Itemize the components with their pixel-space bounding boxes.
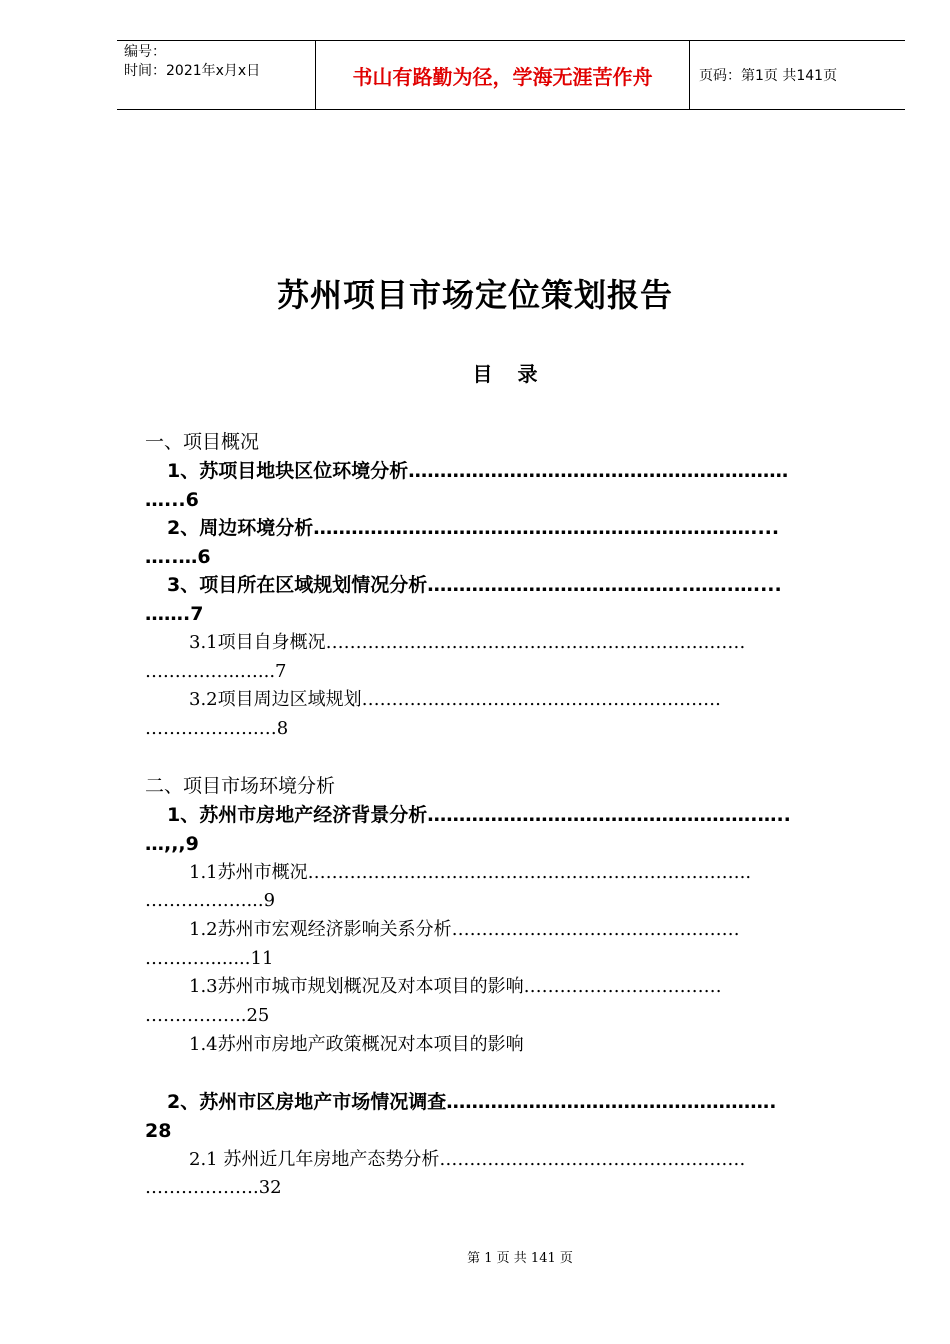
toc-subentry-page: ……………….…8	[145, 718, 289, 739]
header-table	[117, 40, 905, 110]
toc-subentry[interactable]: 2.1 苏州近几年房地产态势分析……………………………………………	[189, 1149, 746, 1170]
toc-subentry[interactable]: 1.4苏州市房地产政策概况对本项目的影响	[189, 1034, 524, 1055]
motto: 书山有路勤为径，学海无涯苦作舟	[315, 41, 690, 109]
toc-subentry[interactable]: 3.2项目周边区域规划………….…….………………………………….	[189, 689, 721, 710]
toc-heading: 目 录	[472, 362, 538, 386]
toc-subentry-page: ….…….…..…...7	[145, 661, 287, 682]
toc-section-2: 二、项目市场环境分析	[145, 775, 336, 797]
toc-subentry[interactable]: 3.1项目自身概况……………………………………………………….……	[189, 632, 746, 653]
toc-subentry[interactable]: 1.3苏州市城市规划概况及对本项目的影响……………………………	[189, 976, 722, 997]
header-meta	[117, 41, 322, 109]
toc-entry-page: …...6	[145, 489, 199, 511]
toc-entry[interactable]: 2、周边环境分析……………………………………………………………....	[167, 517, 780, 539]
time-label: 时间：2021年x月x日	[124, 63, 261, 79]
toc-entry[interactable]: 1、苏州市房地产经济背景分析…………………………………………….…..	[167, 804, 791, 826]
toc-entry-page: 28	[145, 1120, 172, 1142]
toc-entry-page: …….7	[145, 603, 204, 625]
toc-entry[interactable]: 1、苏项目地块区位环境分析……………………………………………………	[167, 460, 789, 482]
page-info: 页码：第1页 共141页	[699, 68, 838, 84]
toc-subentry-page: ………….…....9	[145, 890, 276, 911]
toc-entry-page: …,,,9	[145, 833, 199, 855]
toc-subentry-page: …….…........11	[145, 948, 274, 969]
toc-section-1: 一、项目概况	[145, 431, 260, 453]
toc-entry[interactable]: 3、项目所在区域规划情况分析…………………………………..…….…....	[167, 574, 782, 596]
toc-entry[interactable]: 2、苏州市区房地产市场情况调查…………………………………………….	[167, 1091, 777, 1113]
toc-subentry[interactable]: 1.1苏州市概况………………………………………………………………..	[189, 862, 752, 883]
toc-entry-page: …..…6	[145, 546, 211, 568]
toc-subentry-page: ……………..25	[145, 1005, 270, 1026]
number-label: 编号：	[124, 44, 166, 60]
document-title: 苏州项目市场定位策划报告	[276, 276, 673, 314]
toc-subentry[interactable]: 1.2苏州市宏观经济影响关系分析…………………………………………	[189, 919, 740, 940]
page-footer: 第 1 页 共 141 页	[467, 1251, 573, 1266]
toc-subentry-page: ……………….32	[145, 1177, 282, 1198]
